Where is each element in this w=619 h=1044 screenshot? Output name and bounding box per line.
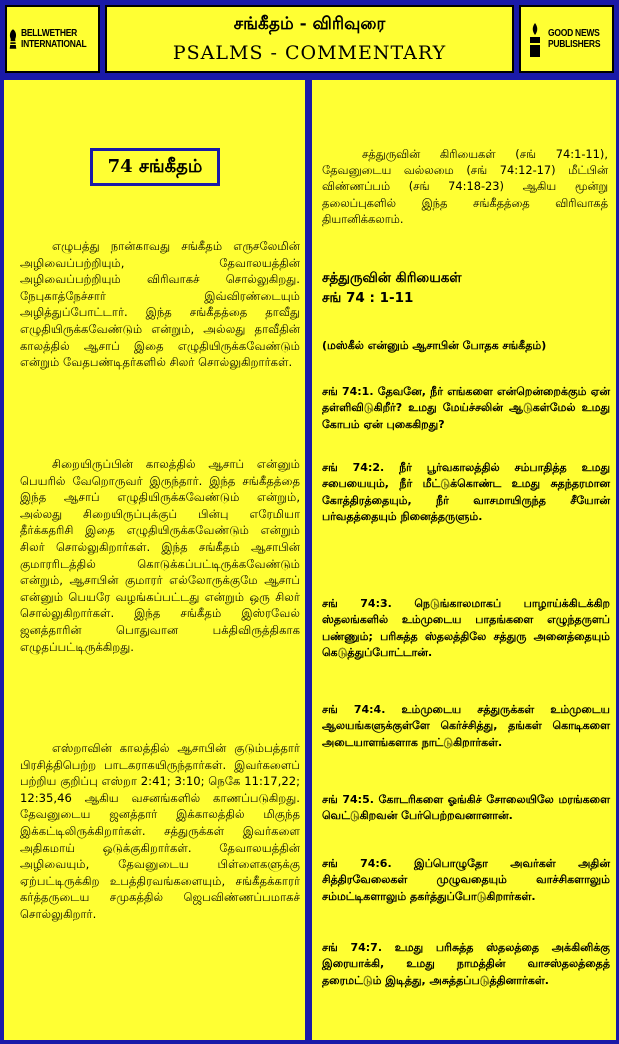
verse-5: சங் 74:5. கோடரிகளை ஓங்கிச் சோலையிலே மரங்களை வெட்டுகிறவன் பேர்பெற்றவனானான். [322, 793, 610, 823]
intro-paragraph: சத்துருவின் கிரியைகள் (சங் 74:1-11), தேவனுடைய வல்லமை (சங் 74:12-17) மீட்பின் விண்ணப்பம் (சங் 74:18-23) ஆகிய மூன்று தலைப்புகளில் இந்த சங்கீதத்தை விரிவாகத் தியானிக்கலாம். [322, 147, 608, 226]
right-column [312, 80, 616, 1040]
title-tamil: சங்கீதம் - விரிவுரை [233, 14, 386, 34]
logo-line-2: INTERNATIONAL [20, 39, 87, 50]
bellwether-logo [5, 5, 100, 73]
paragraph-2: சிறையிருப்பின் காலத்தில் ஆசாப் என்னும் பெயரில் வேறொருவர் இருந்தார். இந்த சங்கீதத்தை இந்த ஆசாப் எழுதியிருக்கவேண்டும் என்றும், அல்லது சிறையிருப்புக்குப் பின்பு எரேமியா தீர்க்கதரிசி இதை எழுதியிருக்கவேண்டும் என்றும் சிலர் சொல்லுகிறார்கள். இந்த சங்கீதம் ஆசாபின் குமாரரிடத்தில் கொடுக்கப்பட்டிருக்கவேண்டும் என்றும், ஆசாபின் குமாரர் எல்லோருக்குமே ஆசாப் என்னும் பெயரே வழங்கப்பட்டது என்றும் ஒரு சிலர் சொல்லுகிறார்கள். இந்த சங்கீதம் இஸ்ரவேல் ஜனத்தாரின் பொதுவான பக்திவிருத்திகாக எழுதப்பட்டிருக்கிறது. [20, 457, 300, 654]
paragraph-3: எஸ்றாவின் காலத்தில் ஆசாபின் குடும்பத்தார் பிரசித்திபெற்ற பாடகராகயிருந்தார்கள். இவர்களைப் பற்றிய குறிப்பு எஸ்றா 2:41; 3:10; நெகே 11:17,22; 12:35,46 ஆகிய வசனங்களில் காணப்படுகிறது. தேவனுடைய ஜனத்தார் இக்காலத்தில் மிகுந்த இக்கட்டிலிருக்கிறார்கள். சத்துருக்கள் இவர்களை அதிகமாய் ஒடுக்குகிறார்கள். தேவாலயத்தின் அழிவையும், தேவனுடைய பிள்ளைகளுக்கு ஏற்பட்டிருக்கிற உபத்திரவங்களையும், சங்கீதக்காரர் கர்த்தருடைய சமுகத்தில் ஜெபவிண்ணப்பமாகச் சொல்லுகிறார். [20, 741, 300, 921]
logo-line-1: BELLWETHER [20, 28, 77, 39]
logo-line-1: GOOD NEWS [547, 28, 600, 39]
psalm-title: 74 சங்கீதம் [90, 148, 220, 186]
logo-line-2: PUBLISHERS [547, 39, 601, 50]
verse-6: சங் 74:6. இப்பொழுதோ அவர்கள் அதின் சித்திரவேலைகள் முழுவதையும் வாச்சிகளாலும் சம்மட்டிகளாலும் தகர்த்துப்போடுகிறார்கள். [322, 857, 610, 903]
section-heading [322, 268, 608, 308]
header [2, 2, 617, 76]
section-heading-title: சத்துருவின் கிரியைகள் [322, 270, 462, 286]
section-heading-reference: சங் 74 : 1-11 [322, 290, 414, 306]
verse-2: சங் 74:2. நீர் பூர்வகாலத்தில் சம்பாதித்த உமது சபையையும், நீர் மீட்டுக்கொண்ட உமது சுதந்தரமான கோத்திரத்தையும், நீர் வாசமாயிருந்த சீயோன் பர்வதத்தையும் நினைத்தருளும். [322, 461, 610, 524]
verse-3: சங் 74:3. நெடுங்காலமாகப் பாழாய்க்கிடக்கிற ஸ்தலங்களில் உம்முடைய பாதங்களை எழுந்தருளப் பண்ணும்; பரிசுத்த ஸ்தலத்திலே சத்துரு அனைத்தையும் கெடுத்துப்போட்டான். [322, 597, 610, 660]
title-english: PSALMS - COMMENTARY [172, 42, 447, 64]
title-box [105, 5, 514, 73]
verse-superscription: (மஸ்கீல் என்னும் ஆசாபின் போதக சங்கீதம்) [322, 339, 547, 352]
good-news-logo [519, 5, 614, 73]
verse-4: சங் 74:4. உம்முடைய சத்துருக்கள் உம்முடைய ஆலயங்களுக்குள்ளே கெர்ச்சித்து, தங்கள் கொடிகளை அடையாளங்களாக நாட்டுகிறார்கள். [322, 703, 610, 749]
lamp-icon [524, 19, 546, 59]
ram-head-icon [7, 19, 19, 59]
left-column [4, 80, 305, 1040]
verse-7: சங் 74:7. உமது பரிசுத்த ஸ்தலத்தை அக்கினிக்கு இரையாக்கி, உமது நாமத்தின் வாசஸ்தலத்தைத் தரைமட்டும் இடித்து, அசுத்தப்படுத்தினார்கள். [322, 941, 610, 987]
verse-1: சங் 74:1. தேவனே, நீர் எங்களை என்றென்றைக்கும் ஏன் தள்ளிவிடுகிறீர்? உமது மேய்ச்சலின் ஆடுகள்மேல் உமது கோபம் ஏன் புகைகிறது? [322, 385, 610, 431]
paragraph-1: எழுபத்து நான்காவது சங்கீதம் எருசலேமின் அழிவைப்பற்றியும், தேவாலயத்தின் அழிவைப்பற்றியும் விரிவாகச் சொல்லுகிறது. நேபுகாத்நேச்சார் இவ்விரண்டையும் அழித்துப்போட்டார். இந்த சங்கீதத்தை தாவீது எழுதியிருக்கவேண்டும் என்றும், அல்லது தாவீதின் காலத்தில் ஆசாப் இதை எழுதியிருக்கவேண்டும் என்றும் வேதபண்டிதர்களில் சிலர் சொல்லுகிறார்கள். [20, 239, 300, 370]
